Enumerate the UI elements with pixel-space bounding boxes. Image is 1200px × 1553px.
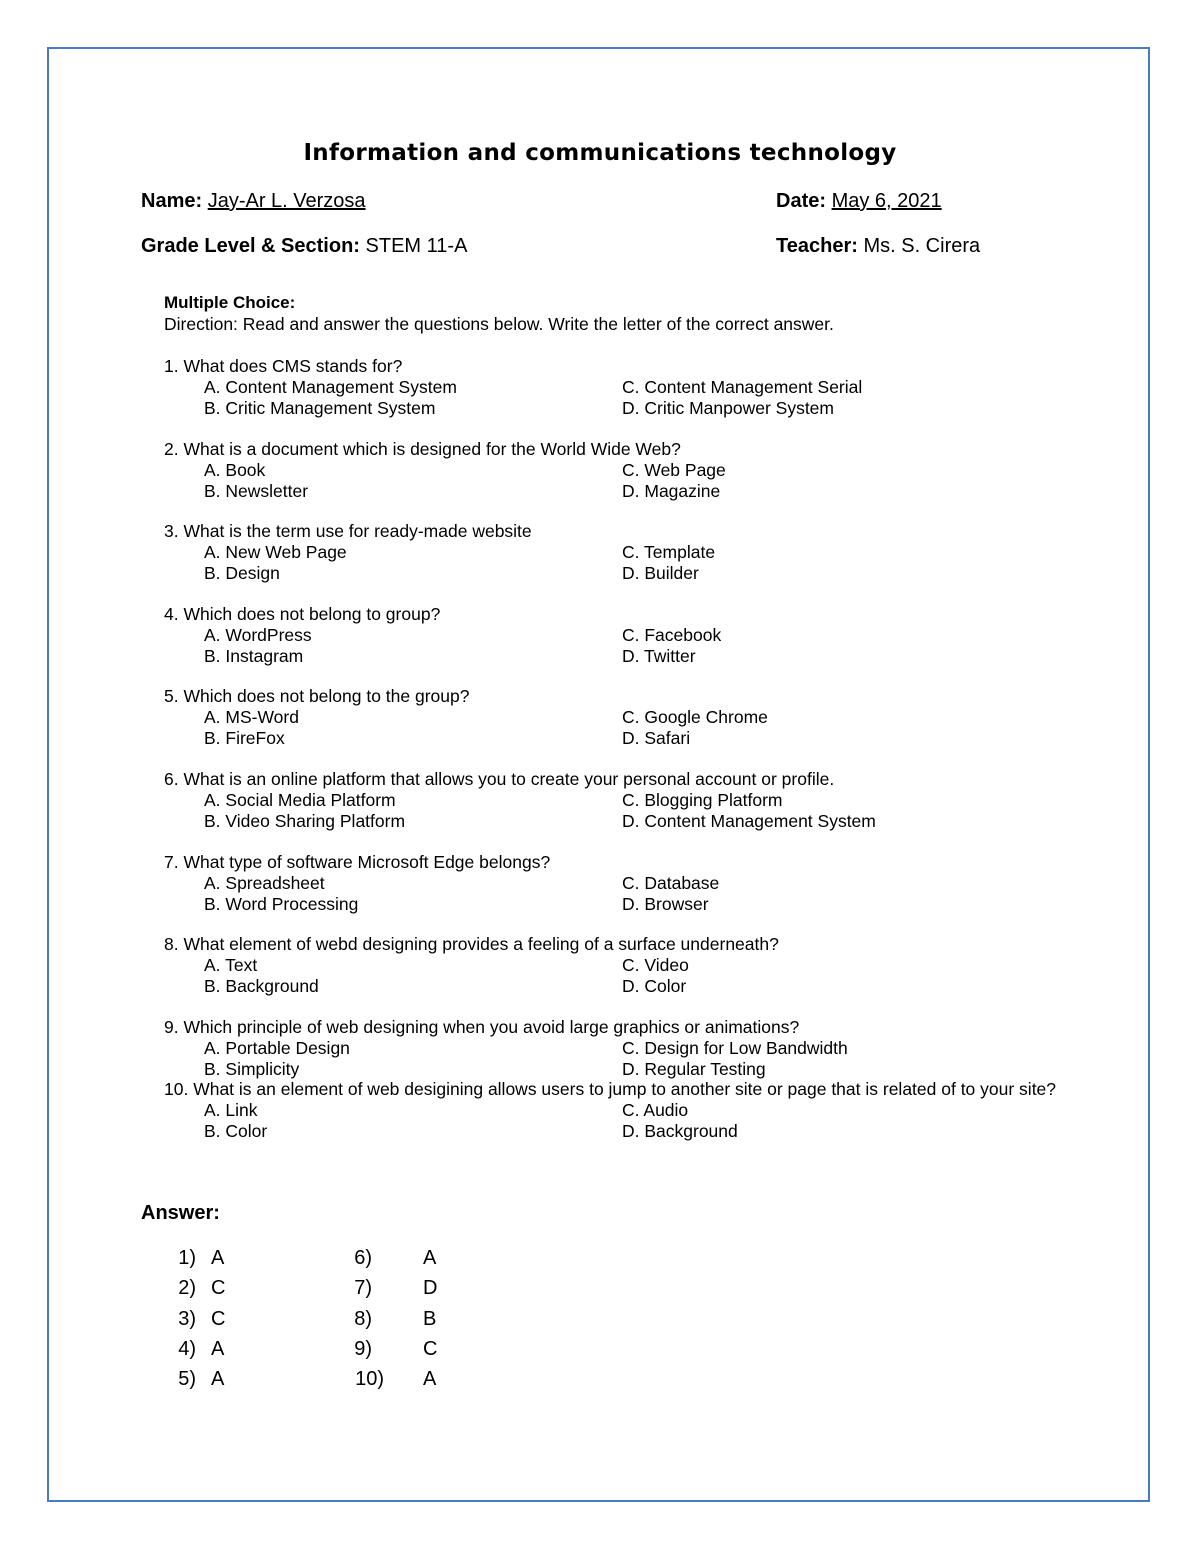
question-stem: 8. What element of webd designing provides a feeling of a surface underneath? [164,934,779,954]
option-d: D. Content Management System [622,810,876,831]
answer-number: 4) [178,1338,196,1360]
option-c: C. Content Management Serial [622,376,863,397]
question-stem: 6. What is an online platform that allows you to create your personal account or profile. [164,769,835,789]
grade-value: STEM 11-A [365,235,468,257]
answer-letter: A [211,1338,225,1360]
option-c: C. Web Page [622,459,726,480]
question-6 [164,769,876,831]
answer-number: 6) [354,1247,372,1269]
option-d: D. Builder [622,562,699,583]
option-a: A. Link [204,1099,258,1120]
question-stem: 2. What is a document which is designed for the World Wide Web? [164,439,681,459]
option-d: D. Regular Testing [622,1058,766,1079]
answer-number: 3) [178,1308,196,1330]
option-a: A. Social Media Platform [204,789,396,810]
option-b: B. Word Processing [204,893,359,914]
option-d: D. Magazine [622,480,721,501]
option-b: B. Simplicity [204,1058,300,1079]
option-b: B. Newsletter [204,480,309,501]
option-b: B. Color [204,1120,268,1141]
direction-text: Direction: Read and answer the questions below. Write the letter of the correct answer. [164,314,834,334]
option-c: C. Template [622,541,716,562]
answer-letter: C [211,1277,226,1299]
option-b: B. FireFox [204,727,285,748]
question-stem: 9. Which principle of web designing when you avoid large graphics or animations? [164,1017,800,1037]
answer-number: 2) [178,1277,196,1299]
question-stem: 7. What type of software Microsoft Edge belongs? [164,852,551,872]
answer-number: 8) [354,1308,372,1330]
date-value: May 6, 2021 [831,190,942,212]
question-10 [164,1079,1064,1141]
multiple-choice-heading: Multiple Choice: [164,293,296,312]
option-d: D. Safari [622,727,691,748]
option-b: B. Instagram [204,645,304,666]
answer-heading: Answer: [141,1202,220,1224]
option-c: C. Facebook [622,624,722,645]
option-d: D. Browser [622,893,709,914]
answer-letter: B [423,1308,437,1330]
question-5 [164,686,768,748]
option-a: A. Content Management System [204,376,457,397]
answer-number: 10) [355,1368,384,1390]
option-b: B. Video Sharing Platform [204,810,406,831]
teacher-line [776,235,980,258]
answer-letter: A [211,1368,225,1390]
answer-number: 1) [178,1247,196,1269]
option-a: A. WordPress [204,624,312,645]
option-c: C. Blogging Platform [622,789,783,810]
answer-number: 9) [354,1338,372,1360]
question-stem: 5. Which does not belong to the group? [164,686,470,706]
grade-label: Grade Level & Section: [141,235,360,257]
question-stem: 4. Which does not belong to group? [164,604,441,624]
teacher-value: Ms. S. Cirera [863,235,981,257]
question-stem: 10. What is an element of web desigining allows users to jump to another site or page that is related of to your site? [164,1079,1057,1099]
option-d: D. Twitter [622,645,696,666]
name-line [141,190,366,213]
date-label: Date: [776,190,827,212]
question-7 [164,852,720,914]
answer-letter: A [423,1368,437,1390]
answer-letter: C [423,1338,438,1360]
question-1 [164,356,863,418]
question-3 [164,521,716,583]
option-a: A. MS-Word [204,706,299,727]
teacher-label: Teacher: [776,235,858,257]
question-9 [164,1017,848,1079]
option-d: D. Critic Manpower System [622,397,834,418]
question-stem: 3. What is the term use for ready-made website [164,521,532,541]
grade-line [141,235,467,258]
option-b: B. Design [204,562,280,583]
option-a: A. Spreadsheet [204,872,325,893]
option-a: A. New Web Page [204,541,347,562]
answer-number: 5) [178,1368,196,1390]
option-a: A. Book [204,459,266,480]
option-c: C. Database [622,872,720,893]
answer-letter: A [423,1247,437,1269]
question-4 [164,604,722,666]
question-8 [164,934,779,996]
option-c: C. Design for Low Bandwidth [622,1037,848,1058]
document-title: Information and communications technology [303,140,897,166]
answer-letter: C [211,1308,226,1330]
answer-letter: A [211,1247,225,1269]
answer-number: 7) [354,1277,372,1299]
option-c: C. Google Chrome [622,706,768,727]
option-b: B. Background [204,975,319,996]
question-2 [164,439,726,501]
name-label: Name: [141,190,203,212]
option-c: C. Video [622,954,689,975]
date-line [776,190,942,213]
option-d: D. Background [622,1120,738,1141]
answer-letter: D [423,1277,438,1299]
option-d: D. Color [622,975,687,996]
option-a: A. Text [204,954,258,975]
option-c: C. Audio [622,1099,689,1120]
name-value: Jay-Ar L. Verzosa [207,190,366,212]
option-a: A. Portable Design [204,1037,350,1058]
question-stem: 1. What does CMS stands for? [164,356,403,376]
option-b: B. Critic Management System [204,397,436,418]
